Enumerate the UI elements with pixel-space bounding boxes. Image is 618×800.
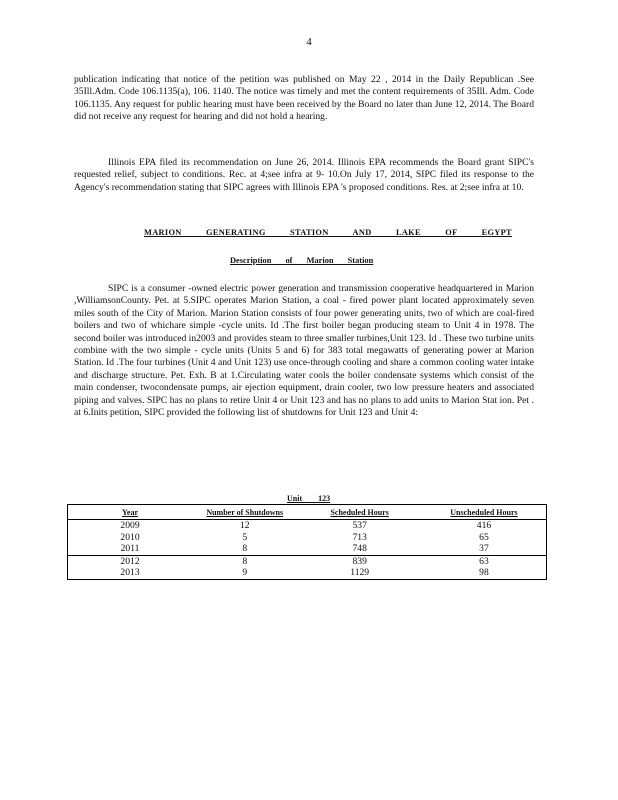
table-cell: 8 (242, 543, 248, 554)
table-row (68, 543, 547, 555)
table-cell: 5 (242, 531, 248, 543)
table-row (68, 520, 547, 532)
paragraph-text: publication indicating that notice of the petition was published on May 22 , 2014 in the Daily Republican .See 35Ill.Adm. Code 106.1135(a), 106. 1140. The notice was timely and met the content requirements of 35Ill. Adm. Code 106.1135. Any request for public hearing must have been received by the Board no later than June 12, 2014. The Board did not receive any request for hearing and did not hold a hearing. (74, 74, 534, 123)
table-cell: 416 (476, 520, 492, 531)
column-header: Number of Shutdowns (206, 508, 284, 517)
paragraph-text: Illinois EPA filed its recommendation on June 26, 2014. Illinois EPA recommends the Board grant SIPC's requested relief, subject to conditions. Rec. at 4;see infra at 9- 10.On July 17, 2014, SIPC filed its response to the Agency's recommendation stating that SIPC agrees with Illinois EPA 's proposed conditions. Res. at 2;see infra at 10. (74, 157, 534, 193)
table-cell: 748 (352, 543, 367, 554)
table-cell: 37 (479, 543, 489, 554)
table-unit-label: Unit 123 (287, 494, 331, 503)
paragraph-text: SIPC is a consumer -owned electric power generation and transmission cooperative headquartered in Marion ,WilliamsonCounty. Pet. at 5.SIPC operates Marion Station, a coal - fired power plant located approximately seven miles south of the City of Marion. Marion Station consists of four power generating units, two of which are coal-fired boilers and two of whichare simple -cycle units. Id .The first boiler began producing steam to Unit 4 in 1978. The second boiler was introduced in2003 and provides steam to three smaller turbines,Unit 123. Id . These two turbine units combine with the two simple - cycle units (Units 5 and 6) for 383 total megawatts of generating power at Marion Station. Id .The four turbines (Unit 4 and Unit 123) use once-through cooling and share a common cooling water intake and discharge structure. Pet. Exh. B at 1.Circulating water cools the boiler condensate systems which consist of the main condenser, twocondensate pumps, air ejection equipment, drain cooler, two low pressure heaters and associated piping and valves. SIPC has no plans to retire Unit 4 or Unit 123 and has no plans to add units to Marion Stat ion. Pet . at 6.Inits petition, SIPC provided the following list of shutdowns for Unit 123 and Unit 4: (74, 283, 534, 419)
table-cell: 2012 (68, 555, 193, 567)
paragraph-notice (74, 74, 534, 124)
paragraph-description (74, 283, 534, 419)
table-header-row (68, 505, 547, 520)
section-heading: MARION GENERATING STATION AND LAKE OF EGYPT (144, 228, 512, 237)
shutdown-table (67, 504, 547, 580)
table-cell: 713 (352, 531, 367, 543)
table-cell: 98 (479, 567, 489, 578)
table-cell: 9 (242, 567, 248, 578)
table-row (68, 555, 547, 567)
table-cell: 65 (479, 531, 489, 543)
table-cell: 63 (422, 555, 547, 567)
column-header: Unscheduled Hours (450, 508, 518, 517)
column-header: Year (122, 508, 139, 517)
subsection-heading: Description of Marion Station (230, 256, 374, 265)
table-cell: 12 (239, 520, 250, 531)
table-cell: 8 (192, 555, 297, 567)
table-cell: 2010 (120, 531, 140, 543)
table-cell: 1129 (350, 567, 370, 578)
table-row (68, 567, 547, 579)
paragraph-recommendation (74, 157, 534, 194)
table-row (68, 532, 547, 544)
table-cell: 2009 (120, 520, 140, 531)
table-cell: 537 (352, 520, 367, 531)
table-cell: 2013 (120, 567, 140, 578)
table-cell: 839 (297, 555, 422, 567)
column-header: Scheduled Hours (330, 508, 389, 517)
page-number: 4 (306, 36, 312, 48)
table-cell: 2011 (120, 543, 140, 554)
